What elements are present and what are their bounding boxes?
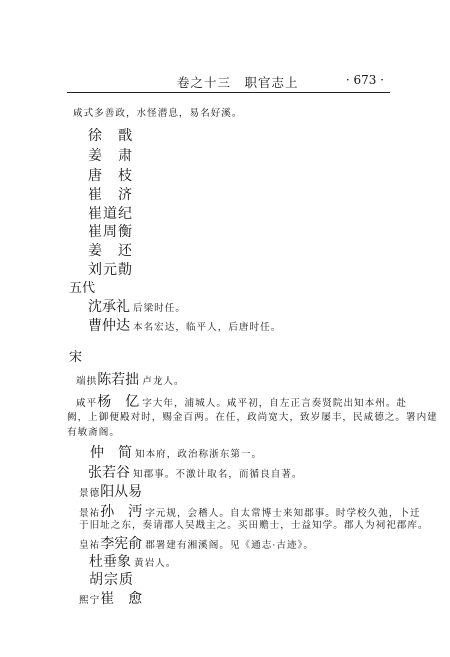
official-note: 知本府，政治称浙东第一。 (135, 449, 263, 460)
official-entry (79, 533, 314, 553)
page-header (67, 70, 390, 93)
official-entry (88, 296, 186, 316)
note-text: 阙，上御便殿对时，赐金百两。在任，政尚宽大，致岁屡丰，民咸德之。署内建 (67, 412, 438, 423)
official-entry (88, 315, 281, 335)
official-name: 张若谷 (88, 465, 130, 481)
official-name: 徐 戬 (88, 128, 133, 144)
official-note: 本名宏达，临平人，后唐时任。 (133, 322, 282, 333)
note-text: 于旧址之东，奏请郡人吴戡主之。买田赡士，士益知学。郡人为祠祀郡库。 (79, 520, 429, 531)
official-entry (89, 551, 176, 571)
official-name: 姜 还 (88, 243, 133, 259)
official-name: 杨 亿 (97, 394, 140, 410)
official-name: 阳从易 (100, 484, 143, 500)
official-name: 唐 枝 (88, 168, 133, 184)
official-note: 郡署建有湘溪阁。见《通志·古迹》。 (145, 540, 314, 551)
official-note: 后梁时任。 (133, 303, 186, 314)
official-note: 卢龙人。 (142, 376, 185, 387)
note-text: 咸式多善政，水怪潜息，易名好溪。 (73, 108, 243, 119)
official-name: 胡宗质 (89, 572, 134, 588)
era-name: 景祐 (79, 508, 101, 519)
official-entry (76, 369, 185, 389)
official-name: 崔道纪 (88, 206, 133, 222)
official-note: 字元规，会稽人。自太常博士来知郡事。时学校久弛，卜迁 (145, 508, 421, 519)
official-note: 黄岩人。 (134, 558, 177, 569)
page-number: · 673 · (345, 73, 384, 87)
section-heading: 五代 (69, 281, 96, 296)
era-name: 端拱 (76, 376, 98, 387)
official-name: 崔周衡 (88, 224, 133, 240)
official-name: 李宪俞 (100, 536, 143, 552)
official-name: 孙 沔 (100, 504, 143, 520)
official-name: 曹仲达 (88, 318, 130, 334)
official-entry (90, 442, 262, 462)
era-name: 咸平 (76, 398, 98, 409)
official-name: 仲 简 (90, 445, 132, 461)
official-entry (88, 462, 303, 482)
official-note: 字大年，浦城人。咸平初，自左正言奏贤院出知本州。赴 (142, 398, 408, 409)
era-name: 景德 (79, 488, 101, 499)
note-text: 有敏斋阁。 (67, 427, 120, 438)
section-heading: 宋 (69, 350, 83, 365)
official-name: 杜垂象 (89, 554, 131, 570)
official-name: 姜 肃 (88, 148, 133, 164)
era-name: 熙宁 (79, 595, 101, 606)
official-name: 沈承礼 (88, 299, 130, 315)
header-title: 卷之十三 职官志上 (177, 75, 299, 90)
official-entry (76, 391, 407, 411)
official-note: 知郡事。不激计取名，而循良自著。 (133, 469, 303, 480)
official-name: 崔 愈 (100, 591, 143, 607)
official-name: 刘元勣 (88, 262, 133, 278)
official-name: 陈若拙 (97, 372, 140, 388)
official-entry (79, 588, 145, 608)
official-name: 崔 济 (88, 187, 133, 203)
official-entry (79, 481, 145, 501)
era-name: 皇祐 (79, 540, 101, 551)
